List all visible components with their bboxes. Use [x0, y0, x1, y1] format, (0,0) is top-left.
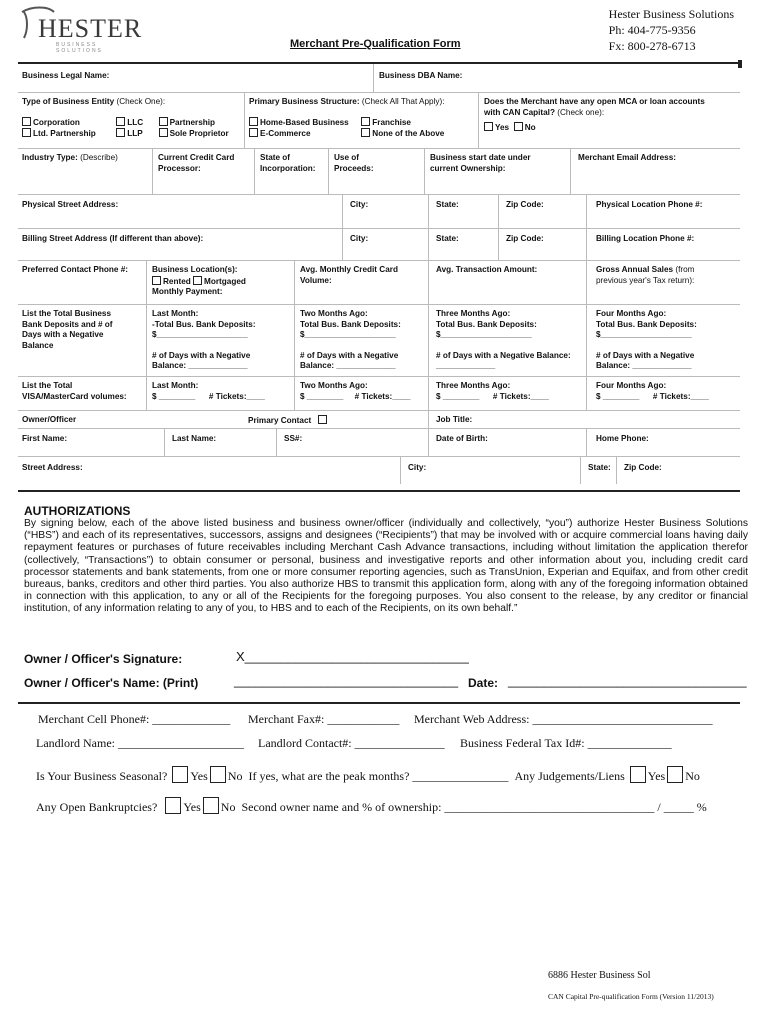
seasonal-yes-checkbox[interactable] — [172, 766, 188, 783]
four-months-deposits: Four Months Ago: Total Bus. Bank Deposits: $____________________ # of Days with a Negative Balance: _____________ — [596, 309, 697, 370]
first-name-label: First Name: — [22, 434, 68, 443]
judgements-yes-checkbox[interactable] — [630, 766, 646, 783]
visa-volumes-label: List the Total VISA/MasterCard volumes: — [22, 381, 127, 401]
row-billing-address — [18, 228, 740, 261]
avg-transaction-label: Avg. Transaction Amount: — [436, 265, 538, 274]
row-contact-phone — [18, 260, 740, 305]
form-title: Merchant Pre-Qualification Form — [290, 38, 461, 50]
company-name: Hester Business Solutions — [608, 7, 734, 21]
visa-two-months: Two Months Ago: $ ________ # Tickets:____ — [300, 381, 411, 401]
bankruptcy-label: Any Open Bankruptcies? — [36, 800, 158, 814]
row-bank-deposits — [18, 304, 740, 377]
billing-zip-label: Zip Code: — [506, 234, 544, 243]
row-legal-name — [18, 64, 740, 93]
row-industry — [18, 148, 740, 195]
authorizations-text: By signing below, each of the above listed business and business owner/officer (individually and collectively, “you”) authorize Hester Business Solutions (“HBS”) and each of its representatives, successors, assigns and designees (“Recipients”) that may be involved with or acquire commercial loans having daily repayment features or purchases of future receivables including Merchant Cash Advance transactions, including without limitation the application therefor (collectively, “Transactions”) to obtain consumer or personal, business and investigative reports and other information about you, including credit card processor statements and bank statements, from one or more consumer reporting agencies, such as TransUnion, Experian and Equifax, and from other credit bureaus, banks, creditors and other third parties. You also authorize HBS to transmit this application form, along with any of the foregoing information obtained in connection with this application, to any or all of the Recipients for the foregoing purposes. You also consent to the release, by any creditor or financial institution, of any information relating to any of you, to HBS and to each of the Recipients, on its own behalf.” — [24, 518, 748, 615]
physical-phone-label: Physical Location Phone #: — [596, 200, 703, 209]
job-title-label: Job Title: — [436, 415, 473, 424]
ssn-label: SS#: — [284, 434, 303, 443]
seasonal-label: Is Your Business Seasonal? — [36, 769, 168, 783]
ecommerce-checkbox[interactable] — [249, 128, 258, 137]
sole-proprietor-checkbox[interactable] — [159, 128, 168, 137]
primary-contact-label: Primary Contact — [244, 412, 333, 430]
rented-checkbox[interactable] — [152, 276, 161, 285]
use-of-proceeds-label: Use of Proceeds: — [334, 153, 374, 173]
company-fax: Fx: 800-278-6713 — [608, 39, 696, 53]
gross-sales-label: Gross Annual Sales (from previous year's Tax return): — [596, 265, 695, 285]
bank-deposits-label: List the Total Business Bank Deposits and # of Days with a Negative Balance — [22, 309, 113, 350]
logo-subtitle: BUSINESS SOLUTIONS — [56, 42, 103, 54]
web-address-field[interactable]: Merchant Web Address: ______________________________ — [414, 712, 713, 726]
company-phone: Ph: 404-775-9356 — [608, 23, 696, 37]
footer-version: CAN Capital Pre-qualification Form (Version 11/2013) — [548, 992, 714, 1001]
industry-type-label: Industry Type: (Describe) — [22, 153, 118, 162]
home-phone-label: Home Phone: — [596, 434, 649, 443]
mca-question-block: Does the Merchant have any open MCA or loan accounts with CAN Capital? (Check one): Yes No — [484, 97, 705, 132]
cell-phone-field[interactable]: Merchant Cell Phone#: _____________ — [38, 712, 231, 726]
judgements-no-checkbox[interactable] — [667, 766, 683, 783]
llc-checkbox[interactable] — [116, 117, 125, 126]
franchise-checkbox[interactable] — [361, 117, 370, 126]
physical-state-label: State: — [436, 200, 459, 209]
mca-yes-checkbox[interactable] — [484, 122, 493, 131]
billing-address-label: Billing Street Address (If different than above): — [22, 234, 204, 243]
judgements-label: Any Judgements/Liens — [514, 769, 625, 783]
three-months-deposits: Three Months Ago: Total Bus. Bank Deposits: $____________________ # of Days with a Negative Balance: _____________ — [436, 309, 571, 370]
primary-contact-checkbox[interactable] — [318, 415, 327, 424]
merchant-form-grid — [18, 62, 740, 492]
landlord-name-field[interactable]: Landlord Name: _____________________ — [36, 736, 244, 750]
mca-no-checkbox[interactable] — [514, 122, 523, 131]
second-owner-field[interactable]: Second owner name and % of ownership: ___________________________________ / _____ % — [241, 800, 707, 814]
legal-name-label: Business Legal Name: — [22, 71, 110, 80]
preferred-phone-label: Preferred Contact Phone #: — [22, 265, 129, 274]
entity-type-block: Type of Business Entity (Check One): Corporation LLC Partnership Ltd. Partnership LLP Sole Proprietor — [22, 97, 229, 138]
physical-zip-label: Zip Code: — [506, 200, 544, 209]
authorizations-title: AUTHORIZATIONS — [24, 504, 131, 518]
none-of-above-checkbox[interactable] — [361, 128, 370, 137]
peak-months-field[interactable]: If yes, what are the peak months? ________________ — [248, 769, 509, 783]
seasonal-row: Is Your Business Seasonal? Yes No If yes, what are the peak months? ________________ Any Judgements/Liens Yes No — [36, 766, 700, 784]
print-name-label: Owner / Officer's Name: (Print) — [24, 676, 199, 690]
billing-city-label: City: — [350, 234, 369, 243]
avg-cc-volume-label: Avg. Monthly Credit Card Volume: — [300, 265, 398, 285]
merchant-email-label: Merchant Email Address: — [578, 153, 676, 162]
mortgaged-checkbox[interactable] — [193, 276, 202, 285]
business-location-block: Business Location(s): Rented Mortgaged Monthly Payment: — [152, 265, 246, 296]
billing-state-label: State: — [436, 234, 459, 243]
company-contact — [609, 6, 734, 54]
signature-label: Owner / Officer's Signature: — [24, 652, 183, 666]
owner-city-label: City: — [408, 463, 427, 472]
last-name-label: Last Name: — [172, 434, 217, 443]
row-entity-type — [18, 92, 740, 149]
physical-address-label: Physical Street Address: — [22, 200, 119, 209]
last-month-deposits: Last Month: -Total Bus. Bank Deposits: $____________________ # of Days with a Negative Balance: _____________ — [152, 309, 256, 370]
row-owner-street — [18, 456, 740, 484]
landlord-contact-field[interactable]: Landlord Contact#: _______________ — [258, 736, 445, 750]
owner-state-label: State: — [588, 463, 611, 472]
visa-four-months: Four Months Ago: $ ________ # Tickets:____ — [596, 381, 709, 401]
physical-city-label: City: — [350, 200, 369, 209]
owner-street-label: Street Address: — [22, 463, 83, 472]
business-structure-block: Primary Business Structure: (Check All That Apply): Home-Based Business Franchise E-Commerce None of the Above — [249, 97, 445, 138]
cc-processor-label: Current Credit Card Processor: — [158, 153, 235, 173]
visa-three-months: Three Months Ago: $ ________ # Tickets:____ — [436, 381, 549, 401]
partnership-checkbox[interactable] — [159, 117, 168, 126]
signature-field[interactable]: X_______________________________ — [236, 649, 469, 664]
logo-text: HESTER — [38, 14, 143, 43]
row-physical-address — [18, 194, 740, 229]
row-owner — [18, 410, 740, 429]
print-name-field[interactable]: _______________________________ — [234, 673, 459, 688]
footer-company: 6886 Hester Business Sol — [548, 970, 651, 981]
two-months-deposits: Two Months Ago: Total Bus. Bank Deposits: $____________________ # of Days with a Negative Balance: _____________ — [300, 309, 401, 370]
state-of-incorporation-label: State of Incorporation: — [260, 153, 316, 173]
seasonal-no-checkbox[interactable] — [210, 766, 226, 783]
tax-id-field[interactable]: Business Federal Tax Id#: ______________ — [460, 736, 672, 750]
row-names — [18, 428, 740, 457]
home-based-checkbox[interactable] — [249, 117, 258, 126]
row-visa-volumes — [18, 376, 740, 411]
company-logo — [14, 6, 144, 54]
dba-name-label: Business DBA Name: — [379, 71, 463, 80]
business-start-label: Business start date under current Ownership: — [430, 153, 531, 173]
bankruptcy-no-checkbox[interactable] — [203, 797, 219, 814]
ltd-partnership-checkbox[interactable] — [22, 128, 31, 137]
corporation-checkbox[interactable] — [22, 117, 31, 126]
billing-phone-label: Billing Location Phone #: — [596, 234, 695, 243]
owner-zip-label: Zip Code: — [624, 463, 662, 472]
llp-checkbox[interactable] — [116, 128, 125, 137]
visa-last-month: Last Month: $ ________ # Tickets:____ — [152, 381, 265, 401]
bankruptcy-row: Any Open Bankruptcies? Yes No Second owner name and % of ownership: ___________________________________ / _____ % — [36, 797, 707, 815]
fax-field[interactable]: Merchant Fax#: ____________ — [248, 712, 400, 726]
section-divider — [18, 702, 740, 704]
dob-label: Date of Birth: — [436, 434, 488, 443]
date-field[interactable]: _________________________________ — [508, 673, 747, 688]
owner-officer-label: Owner/Officer — [22, 415, 77, 424]
date-label: Date: — [468, 676, 499, 690]
bankruptcy-yes-checkbox[interactable] — [165, 797, 181, 814]
